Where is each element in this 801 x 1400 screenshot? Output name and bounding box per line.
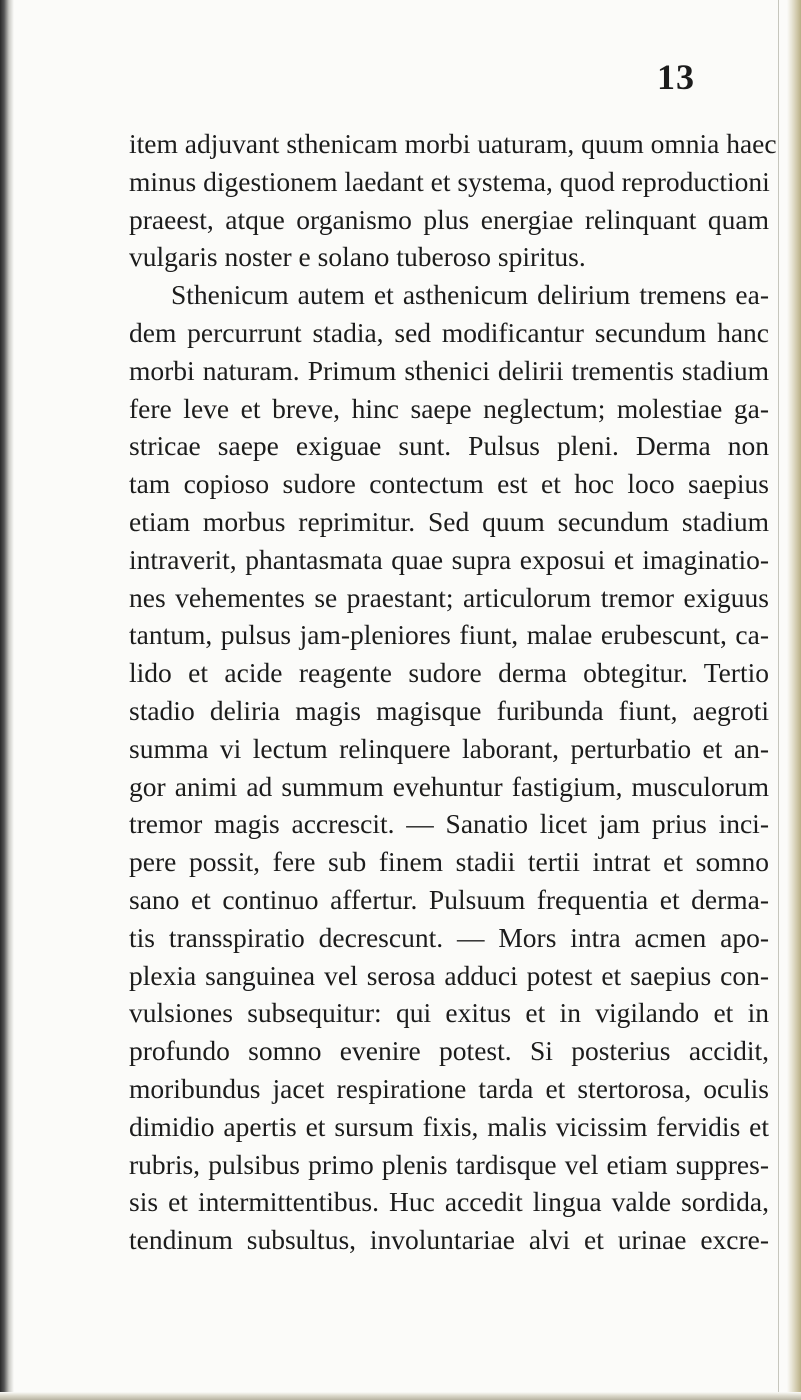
text-line: sano et continuo affertur. Pulsuum frequentia et derma-: [129, 883, 769, 915]
text-line: sis et intermittentibus. Huc accedit lingua valde sordida,: [129, 1186, 769, 1218]
text-line: plexia sanguinea vel serosa adduci potest et saepius con-: [129, 959, 769, 991]
text-line: profundo somno evenire potest. Si posterius accidit,: [129, 1035, 769, 1067]
text-line: lido et acide reagente sudore derma obtegitur. Tertio: [129, 657, 769, 689]
text-line: tantum, pulsus jam-pleniores fiunt, malae erubescunt, ca-: [129, 619, 769, 651]
text-line: intraverit, phantasmata quae supra exposui et imaginatio-: [129, 543, 769, 575]
body-text: [129, 125, 777, 1259]
text-line: pere possit, fere sub finem stadii tertii intrat et somno: [129, 846, 769, 878]
text-line: etiam morbus reprimitur. Sed quum secundum stadium: [129, 505, 769, 537]
text-line: nes vehementes se praestant; articulorum tremor exiguus: [129, 581, 769, 613]
text-line: dimidio apertis et sursum fixis, malis vicissim fervidis et: [129, 1110, 769, 1142]
text-line: morbi naturam. Primum sthenici delirii trementis stadium: [129, 354, 769, 386]
text-line: item adjuvant sthenicam morbi uaturam, quum omnia haec: [129, 128, 777, 159]
text-line: stadio deliria magis magisque furibunda fiunt, aegroti: [129, 694, 769, 726]
page-binding-edge: [0, 0, 14, 1400]
text-line: fere leve et breve, hinc saepe neglectum; molestiae ga-: [129, 392, 769, 424]
page-bottom-edge: [0, 1392, 801, 1400]
text-line: tis transspiratio decrescunt. — Mors intra acmen apo-: [129, 921, 769, 953]
text-line: dem percurrunt stadia, sed modificantur secundum hanc: [129, 316, 769, 348]
text-line: moribundus jacet respiratione tarda et stertorosa, oculis: [129, 1072, 769, 1104]
text-line: Sthenicum autem et asthenicum delirium tremens ea-: [171, 279, 769, 311]
text-line: vulgaris noster e solano tuberoso spiritus.: [129, 241, 586, 273]
text-line: stricae saepe exiguae sunt. Pulsus pleni. Derma non: [129, 430, 769, 462]
page-margin-line: [778, 0, 779, 1400]
text-line: minus digestionem laedant et systema, quod reproductioni: [129, 165, 770, 197]
text-line: rubris, pulsibus primo plenis tardisque vel etiam suppres-: [129, 1148, 769, 1180]
text-line: praeest, atque organismo plus energiae relinquant quam: [129, 203, 769, 235]
text-line: tremor magis accrescit. — Sanatio licet jam prius inci-: [129, 808, 769, 840]
text-line: tam copioso sudore contectum est et hoc loco saepius: [129, 468, 769, 500]
page-number: 13: [657, 57, 695, 97]
text-line: gor animi ad summum evehuntur fastigium, musculorum: [129, 770, 769, 802]
text-line: vulsiones subsequitur: qui exitus et in vigilando et in: [129, 997, 769, 1029]
text-line: summa vi lectum relinquere laborant, perturbatio et an-: [129, 732, 769, 764]
text-line: tendinum subsultus, involuntariae alvi et urinae excre-: [129, 1224, 769, 1256]
page-right-edge: [787, 0, 801, 1400]
